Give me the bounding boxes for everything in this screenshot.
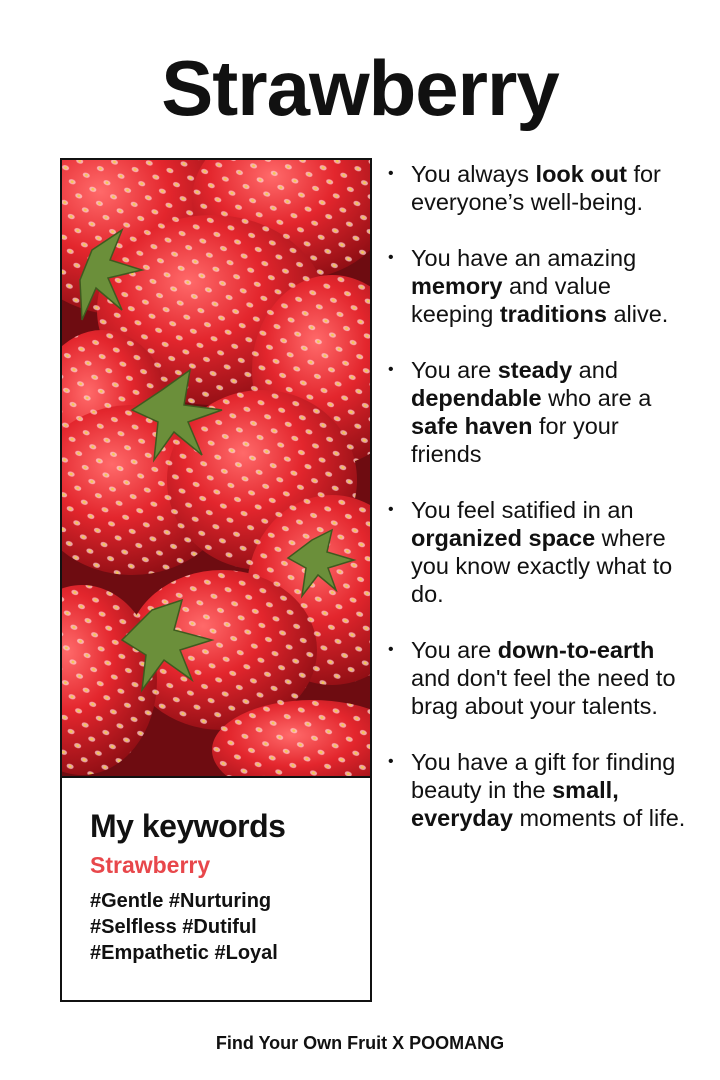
trait-list bbox=[386, 160, 686, 860]
trait-emphasis: down-to-earth bbox=[497, 637, 655, 663]
trait-emphasis: look out bbox=[535, 161, 627, 187]
trait-text: and value keeping bbox=[411, 273, 611, 327]
trait-text: and don't feel the need to brag about your talents. bbox=[411, 665, 676, 719]
keyword-tag-line: #Selfless #Dutiful bbox=[90, 916, 257, 938]
bullet-icon: • bbox=[388, 753, 394, 770]
trait-item bbox=[386, 160, 686, 216]
trait-text: alive. bbox=[606, 301, 669, 327]
keyword-tag-line: #Gentle #Nurturing bbox=[90, 890, 272, 912]
trait-text: for everyone’s well-being. bbox=[411, 161, 661, 215]
trait-emphasis: steady bbox=[497, 357, 573, 383]
trait-text: moments of life. bbox=[512, 805, 686, 831]
trait-item bbox=[386, 636, 686, 720]
trait-item bbox=[386, 496, 686, 608]
page-title: Strawberry bbox=[161, 44, 559, 132]
fruit-card bbox=[60, 158, 372, 1002]
trait-text: You feel satified in an bbox=[411, 497, 634, 523]
trait-text: and bbox=[572, 357, 618, 383]
bullet-icon: • bbox=[388, 641, 394, 658]
keywords-fruit-name: Strawberry bbox=[90, 852, 211, 878]
trait-text: You always bbox=[411, 161, 536, 187]
bullet-icon: • bbox=[388, 165, 394, 182]
bullet-icon: • bbox=[388, 501, 394, 518]
trait-text: who are a bbox=[541, 385, 652, 411]
trait-item bbox=[386, 748, 686, 832]
keywords-box bbox=[62, 778, 370, 1000]
trait-text: where you know exactly what to do. bbox=[411, 525, 673, 607]
trait-emphasis: organized space bbox=[411, 525, 596, 551]
bullet-icon: • bbox=[388, 249, 394, 266]
keyword-tag-line: #Empathetic #Loyal bbox=[90, 942, 278, 964]
bullet-icon: • bbox=[388, 361, 394, 378]
trait-item bbox=[386, 244, 686, 328]
trait-text: You are bbox=[411, 357, 498, 383]
trait-emphasis: safe haven bbox=[411, 413, 533, 439]
trait-text: You have an amazing bbox=[411, 245, 637, 271]
strawberry-photo bbox=[62, 160, 370, 778]
keyword-tags bbox=[90, 888, 360, 966]
footer-credit: Find Your Own Fruit X POOMANG bbox=[215, 1033, 505, 1053]
trait-emphasis: dependable bbox=[411, 385, 542, 411]
trait-emphasis: memory bbox=[411, 273, 503, 299]
trait-item bbox=[386, 356, 686, 468]
trait-emphasis: small, everyday bbox=[411, 777, 619, 831]
trait-text: You have a gift for finding beauty in the bbox=[411, 749, 676, 803]
keywords-heading: My keywords bbox=[90, 808, 286, 844]
trait-text: You are bbox=[411, 637, 498, 663]
strawberry-photo-illustration bbox=[62, 160, 370, 776]
trait-text: for your friends bbox=[411, 413, 619, 467]
trait-emphasis: traditions bbox=[499, 301, 607, 327]
